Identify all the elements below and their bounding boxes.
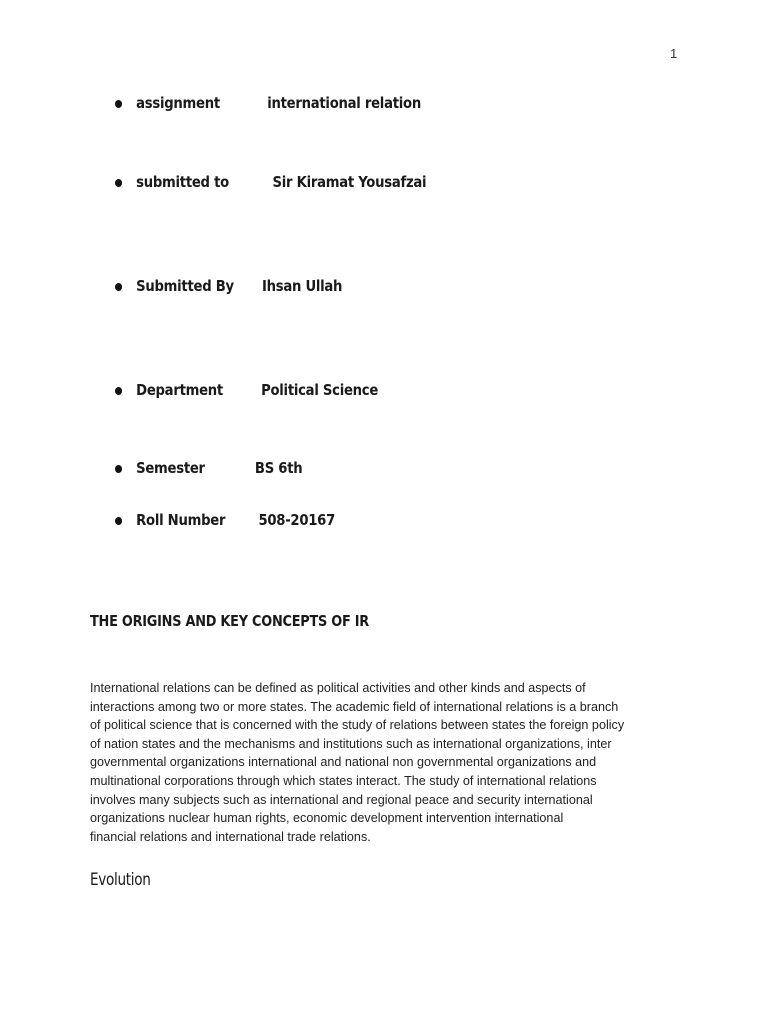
info-value: international relation <box>267 94 421 112</box>
paragraph-line: International relations can be defined as political activities and other kinds and aspects of <box>90 681 586 695</box>
info-value: Sir Kiramat Yousafzai <box>272 173 427 191</box>
paragraph-line: multinational corporations through which states interact. The study of international relations <box>90 773 597 788</box>
info-value: Ihsan Ullah <box>261 277 343 295</box>
section-heading: THE ORIGINS AND KEY CONCEPTS OF IR <box>90 612 369 630</box>
paragraph-line: interactions among two or more states. The academic field of international relations is a branch <box>90 699 619 714</box>
subheading-evolution: Evolution <box>90 870 151 890</box>
info-label: Semester <box>136 459 205 477</box>
info-label: submitted to <box>136 173 229 191</box>
bullet-icon <box>115 517 122 525</box>
bullet-icon <box>115 465 122 473</box>
body-paragraph <box>90 679 690 846</box>
info-label: Department <box>136 381 223 399</box>
paragraph-line: of political science that is concerned with the study of relations between states the foreign policy <box>90 718 625 733</box>
paragraph-line: financial relations and international trade relations. <box>90 829 371 844</box>
paragraph-line: involves many subjects such as international and regional peace and security international <box>90 792 593 807</box>
page-number: 1 <box>670 46 678 61</box>
paragraph-line: of nation states and the mechanisms and institutions such as international organizations, inter <box>90 736 612 751</box>
info-label: Submitted By <box>136 277 234 295</box>
info-label: Roll Number <box>136 511 226 529</box>
bullet-icon <box>115 100 122 108</box>
info-value: Political Science <box>261 381 379 399</box>
paragraph-line: governmental organizations international and national non governmental organizations and <box>90 755 597 770</box>
bullet-icon <box>115 179 122 187</box>
info-label: assignment <box>136 94 220 112</box>
info-value: BS 6th <box>254 459 303 477</box>
paragraph-line: organizations nuclear human rights, economic development intervention international <box>90 811 564 826</box>
bullet-icon <box>115 283 122 291</box>
info-value: 508-20167 <box>258 511 336 529</box>
bullet-icon <box>115 387 122 395</box>
